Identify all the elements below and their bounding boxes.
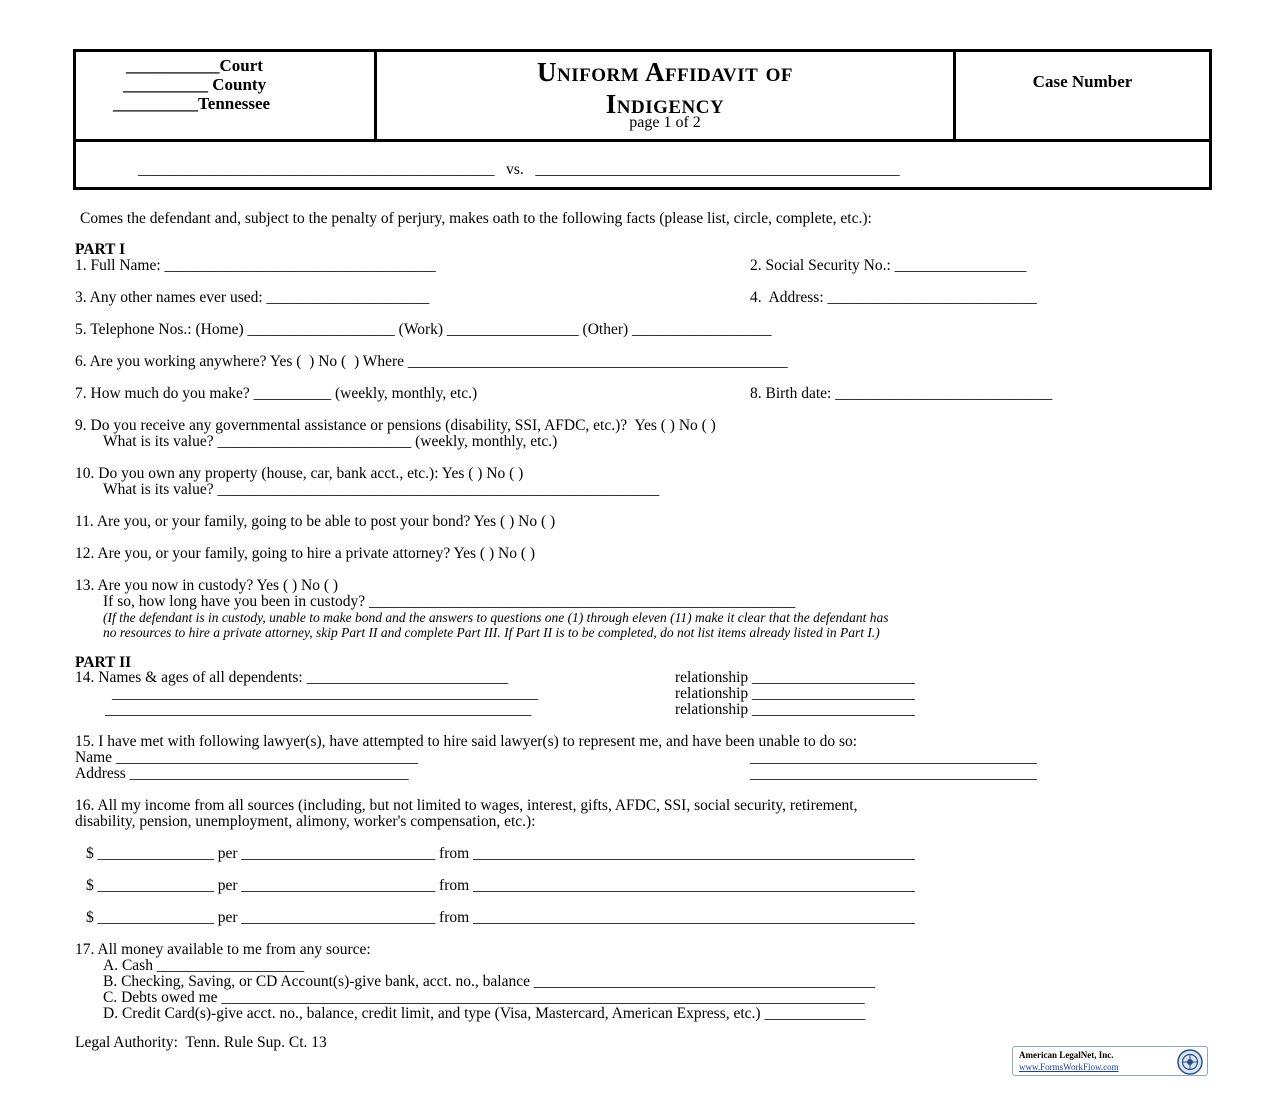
- q15-name-2[interactable]: _____________________________________: [750, 749, 1037, 766]
- q10-value[interactable]: What is its value? _________________________________________________________: [103, 481, 660, 498]
- title-cell: [377, 52, 956, 139]
- legal-authority: Legal Authority: Tenn. Rule Sup. Ct. 13: [75, 1034, 327, 1051]
- q1-full-name[interactable]: 1. Full Name: ___________________________________: [75, 257, 436, 274]
- q17-debts[interactable]: C. Debts owed me ___________________________________________________________________________________: [103, 989, 865, 1006]
- state-line: __________Tennessee: [113, 94, 271, 113]
- instruction-note-2: no resources to hire a private attorney, skip Part II and complete Part III. If Part II is to be completed, do not list items already listed in Part I.): [103, 625, 880, 640]
- q15-address[interactable]: Address ____________________________________: [75, 765, 409, 782]
- income-row-1[interactable]: $ _______________ per _________________________ from _________________________________________________________: [86, 845, 915, 862]
- parties-row: [76, 139, 1209, 187]
- q9-assistance[interactable]: 9. Do you receive any governmental assistance or pensions (disability, SSI, AFDC, etc.)? Yes ( ) No ( ): [75, 417, 716, 434]
- publisher-name: American LegalNet, Inc.: [1019, 1050, 1114, 1060]
- q5-telephone[interactable]: 5. Telephone Nos.: (Home) ___________________ (Work) _________________ (Other) __________________: [75, 321, 772, 338]
- relationship-3[interactable]: relationship _____________________: [675, 701, 915, 718]
- vs-line[interactable]: ______________________________________________ vs. _______________________________________________: [138, 161, 900, 178]
- case-number-label: Case Number: [1032, 72, 1133, 91]
- q13-duration[interactable]: If so, how long have you been in custody? _______________________________________________________: [103, 593, 796, 610]
- relationship-1[interactable]: relationship _____________________: [675, 669, 915, 686]
- q3-other-names[interactable]: 3. Any other names ever used: _____________________: [75, 289, 430, 306]
- q16-income-sources-2: disability, pension, unemployment, alimony, worker's compensation, etc.):: [75, 813, 536, 830]
- q15-name[interactable]: Name _______________________________________: [75, 749, 419, 766]
- publisher-logo[interactable]: [1012, 1046, 1208, 1076]
- q17-money: 17. All money available to me from any source:: [75, 941, 371, 958]
- form-title-line1: Uniform Affidavit of: [537, 57, 793, 87]
- case-number-cell: [956, 52, 1209, 139]
- q16-income-sources: 16. All my income from all sources (including, but not limited to wages, interest, gifts, AFDC, SSI, social security, retirement,: [75, 797, 858, 814]
- court-line: ___________Court: [126, 56, 263, 75]
- income-row-2[interactable]: $ _______________ per _________________________ from _________________________________________________________: [86, 877, 915, 894]
- q13-custody[interactable]: 13. Are you now in custody? Yes ( ) No ( ): [75, 577, 339, 594]
- publisher-url[interactable]: www.FormsWorkFlow.com: [1019, 1062, 1119, 1072]
- instruction-note-1: (If the defendant is in custody, unable to make bond and the answers to questions one (1) through eleven (11) make it clear that the defendant has: [103, 610, 889, 625]
- q4-address[interactable]: 4. Address: ___________________________: [750, 289, 1037, 306]
- part2-heading: PART II: [75, 654, 132, 671]
- q7-income[interactable]: 7. How much do you make? __________ (weekly, monthly, etc.): [75, 385, 478, 402]
- income-row-3[interactable]: $ _______________ per _________________________ from _________________________________________________________: [86, 909, 915, 926]
- q11-bond[interactable]: 11. Are you, or your family, going to be able to post your bond? Yes ( ) No ( ): [75, 513, 556, 530]
- q17-accounts[interactable]: B. Checking, Saving, or CD Account(s)-give bank, acct. no., balance ____________________________________________: [103, 973, 875, 990]
- q2-ssn[interactable]: 2. Social Security No.: _________________: [750, 257, 1027, 274]
- q8-birth-date[interactable]: 8. Birth date: ____________________________: [750, 385, 1053, 402]
- intro-text: Comes the defendant and, subject to the penalty of perjury, makes oath to the following facts (please list, circle, complete, etc.):: [80, 210, 872, 227]
- q15-address-2[interactable]: _____________________________________: [750, 765, 1037, 782]
- q14-dependents[interactable]: 14. Names & ages of all dependents: __________________________: [75, 669, 509, 686]
- q15-lawyers: 15. I have met with following lawyer(s), have attempted to hire said lawyer(s) to represent me, and have been unable to do so:: [75, 733, 858, 750]
- q10-property[interactable]: 10. Do you own any property (house, car, bank acct., etc.): Yes ( ) No ( ): [75, 465, 524, 482]
- form-title-line2: Indigency: [605, 89, 725, 119]
- q14-dependents-line3[interactable]: _______________________________________________________: [105, 701, 532, 718]
- globe-seal-icon: [1177, 1049, 1203, 1075]
- q17-credit-cards[interactable]: D. Credit Card(s)-give acct. no., balance, credit limit, and type (Visa, Mastercard, American Express, etc.) _____________: [103, 1005, 866, 1022]
- q14-dependents-line2[interactable]: _______________________________________________________: [112, 685, 539, 702]
- relationship-2[interactable]: relationship _____________________: [675, 685, 915, 702]
- page-indicator: page 1 of 2: [629, 114, 701, 131]
- county-line: __________ County: [123, 75, 267, 94]
- part1-heading: PART I: [75, 241, 126, 258]
- q12-attorney[interactable]: 12. Are you, or your family, going to hire a private attorney? Yes ( ) No ( ): [75, 545, 536, 562]
- q6-working[interactable]: 6. Are you working anywhere? Yes ( ) No ( ) Where _________________________________________________: [75, 353, 788, 370]
- q9-value[interactable]: What is its value? _________________________ (weekly, monthly, etc.): [103, 433, 558, 450]
- form-header: [73, 49, 1212, 190]
- q17-cash[interactable]: A. Cash ___________________: [103, 957, 305, 974]
- court-cell: [76, 52, 377, 139]
